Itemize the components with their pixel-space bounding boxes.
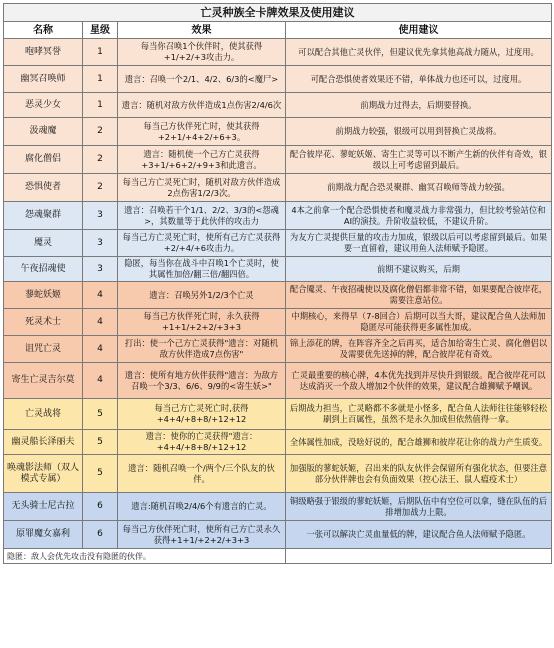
card-advice: 前期战力过得去，后期要替换。 [286, 93, 552, 118]
table-row [4, 66, 552, 93]
card-name: 唤魂影法师（双人模式专属） [4, 455, 83, 493]
card-effect: 每当你召唤1个伙伴时，使其获得+1/+2/+3攻击力。 [118, 39, 286, 66]
table-row [4, 493, 552, 521]
card-name: 幽灵船长泽丽夫 [4, 430, 83, 455]
card-effect: 遗言：使所有地方伙伴获得"遗言：为敌方召唤一个3/3、6/6、9/9的<寄生妖>" [118, 363, 286, 399]
card-name: 蓼蛇妖姬 [4, 282, 83, 309]
card-advice: 配合彼岸花、蓼蛇妖姬、寄生亡灵等可以不断产生新的伙伴有奇效，银级以上可考虑留到最后。 [286, 146, 552, 174]
card-name: 亡灵战将 [4, 399, 83, 430]
card-name: 魇灵 [4, 230, 83, 257]
card-advice: 前期战力较强，银级可以用到替换亡灵战将。 [286, 118, 552, 146]
card-name: 恐惧使者 [4, 174, 83, 202]
table-row [4, 455, 552, 493]
card-effect: 遗言：随机召唤一个/两个/三个队友的伙伴。 [118, 455, 286, 493]
card-advice: 亡灵最重要的核心牌，4本优先找到并尽快升到银级。配合彼岸花可以达成消灭一个敌人增加2个伙伴的效果，建议配合雄狮赋予嘲讽。 [286, 363, 552, 399]
card-level: 2 [83, 118, 118, 146]
table-row [4, 399, 552, 430]
card-level: 4 [83, 336, 118, 363]
card-level: 3 [83, 257, 118, 282]
card-effect: 每当己方伙伴死亡时，永久获得+1+1/+2+2/+3+3 [118, 309, 286, 336]
card-advice: 锦上添花的牌，在阵容齐全之后再买，适合加给寄生亡灵、腐化僧侣以及需要优先送掉的牌，配合彼岸花有奇效。 [286, 336, 552, 363]
card-level: 4 [83, 282, 118, 309]
table-row [4, 146, 552, 174]
table-row [4, 282, 552, 309]
card-name: 寄生亡灵吉尔莫 [4, 363, 83, 399]
card-advice: 可以配合其他亡灵伙伴，但建议优先拿其他高战力随从，过度用。 [286, 39, 552, 66]
card-effect: 每当己方亡灵死亡时，随机对敌方伙伴造成2点伤害1/2/3次。 [118, 174, 286, 202]
card-name: 怨魂聚群 [4, 202, 83, 230]
card-level: 3 [83, 230, 118, 257]
card-effect: 遗言：召唤若干个1/1、2/2、3/3的<怨魂>，其数量等于此伙伴的攻击力 [118, 202, 286, 230]
table-row [4, 39, 552, 66]
table-row [4, 202, 552, 230]
card-level: 5 [83, 430, 118, 455]
card-advice: 前期不建议购买，后期 [286, 257, 552, 282]
card-effect: 每当己方亡灵死亡时，使所有己方亡灵获得+2/+4/+6攻击力。 [118, 230, 286, 257]
card-effect: 遗言：召唤一个2/1、4/2、6/3的<魔尸> [118, 66, 286, 93]
card-name: 原罪魔女嘉利 [4, 521, 83, 549]
card-level: 1 [83, 93, 118, 118]
card-level: 1 [83, 66, 118, 93]
card-name: 午夜招魂使 [4, 257, 83, 282]
card-name: 幽冥召唤师 [4, 66, 83, 93]
card-effect: 打出：使一个己方亡灵获得"遗言：对随机敌方伙伴造成7点伤害" [118, 336, 286, 363]
card-advice: 全体属性加成，没啥好说的，配合雄狮和彼岸花让你的战力产生质变。 [286, 430, 552, 455]
table-row [4, 174, 552, 202]
footnote: 隐匿：敌人会优先攻击没有隐匿的伙伴。 [4, 549, 286, 564]
card-effect: 遗言:随机召唤2/4/6个有遗言的亡灵。 [118, 493, 286, 521]
footnote-empty-cell [286, 549, 552, 564]
card-level: 3 [83, 202, 118, 230]
card-level: 2 [83, 146, 118, 174]
header-name: 名称 [4, 22, 83, 39]
card-advice: 前期战力配合恐灵聚群、幽冥召唤师等战力较强。 [286, 174, 552, 202]
table-row [4, 257, 552, 282]
card-level: 6 [83, 493, 118, 521]
card-name: 咆哮冥誉 [4, 39, 83, 66]
card-name: 诅咒亡灵 [4, 336, 83, 363]
table-row [4, 230, 552, 257]
card-level: 5 [83, 399, 118, 430]
table-row [4, 430, 552, 455]
card-advice: 中期核心，来得早（7-8回合）后期可以当大哥，建议配合鱼人法师加隐匿尽可能获得更多属性加成。 [286, 309, 552, 336]
header-effect: 效果 [118, 22, 286, 39]
card-effect: 隐匿，每当你在战斗中召唤1个亡灵时，使其属性加倍/翻三倍/翻四倍。 [118, 257, 286, 282]
card-name: 死灵术士 [4, 309, 83, 336]
card-effect: 每当己方伙伴死亡时，使所有己方亡灵永久获得+1+1/+2+2/+3+3 [118, 521, 286, 549]
table-row [4, 521, 552, 549]
card-advice: 铜级略强于银级的蓼蛇妖姬，后期队伍中有空位可以拿，缝在队伍的后排增加战力上限。 [286, 493, 552, 521]
card-effect: 每当己方亡灵死亡时,获得+4+4/+8+8/+12+12 [118, 399, 286, 430]
card-effect: 遗言：使你的亡灵获得"遗言：+4+4/+8+8/+12+12 [118, 430, 286, 455]
card-level: 4 [83, 363, 118, 399]
card-advice: 为友方亡灵提供巨量的攻击力加成，银级以后可以考虑留到最后。如果要一直留着，建议用鱼人法师赋予隐匿。 [286, 230, 552, 257]
table-row [4, 118, 552, 146]
card-advice: 4本之前拿一个配合恐惧使者和魔灵战力非常强力，但比较考验站位和AI的演技。升阶收益较低，不建议升阶。 [286, 202, 552, 230]
card-level: 2 [83, 174, 118, 202]
card-level: 4 [83, 309, 118, 336]
card-advice: 可配合恐惧使者效果还不错，单体战力也还可以，过度用。 [286, 66, 552, 93]
header-level: 星级 [83, 22, 118, 39]
undead-card-table [3, 3, 552, 564]
card-effect: 遗言：召唤另外1/2/3个亡灵 [118, 282, 286, 309]
card-effect: 遗言：随机使一个己方亡灵获得+3+1/+6+2/+9+3和此遗言。 [118, 146, 286, 174]
card-advice: 加强版的蓼蛇妖姬，召出来的队友伙伴会保留所有强化状态，但要注意部分伙伴牌也会有负面效果（控心法王、鼠人瘟疫术士） [286, 455, 552, 493]
table-title: 亡灵种族全卡牌效果及使用建议 [4, 4, 552, 22]
card-effect: 每当己方伙伴死亡时，使其获得+2+1/+4+2/+6+3。 [118, 118, 286, 146]
table-row [4, 363, 552, 399]
card-effect: 遗言：随机对敌方伙伴造成1点伤害2/4/6次 [118, 93, 286, 118]
card-level: 1 [83, 39, 118, 66]
card-level: 5 [83, 455, 118, 493]
header-advice: 使用建议 [286, 22, 552, 39]
card-name: 无头骑士尼古拉 [4, 493, 83, 521]
card-advice: 一张可以解决亡灵血量低的牌，建议配合鱼人法师赋予隐匿。 [286, 521, 552, 549]
table-row [4, 309, 552, 336]
card-name: 腐化僧侣 [4, 146, 83, 174]
footnote-row [4, 549, 552, 564]
table-row [4, 93, 552, 118]
card-advice: 配合魇灵、午夜招魂使以及腐化僧侣都非常不错，如果要配合彼岸花，需要注意站位。 [286, 282, 552, 309]
card-level: 6 [83, 521, 118, 549]
card-name: 恶灵少女 [4, 93, 83, 118]
table-row [4, 336, 552, 363]
card-table-wrapper [3, 3, 551, 564]
card-name: 汲魂魔 [4, 118, 83, 146]
card-advice: 后期战力担当，亡灵略都不多就是小怪多，配合鱼人法师往往能够轻松刷到上百属性，虽然不是永久加成但依然值得一拿。 [286, 399, 552, 430]
